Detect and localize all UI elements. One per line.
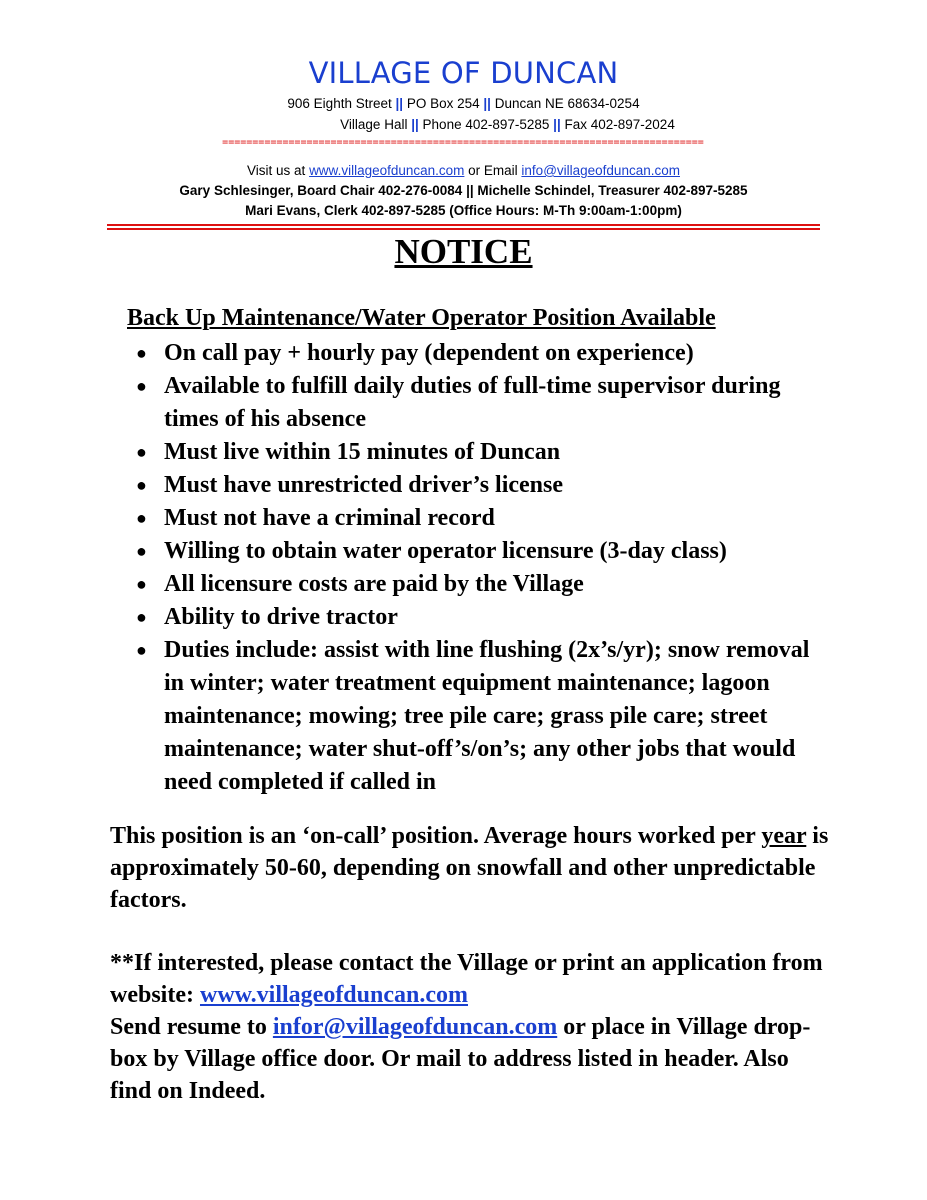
bullet-icon: ● (136, 640, 147, 660)
village-hall: Village Hall (340, 117, 408, 132)
list-item (110, 436, 830, 469)
bullet-icon: ● (136, 574, 147, 594)
bullet-icon: ● (136, 376, 147, 396)
para-text: is approximately 50-60, depending on snowfall and other unpredictable factors. (110, 823, 829, 913)
hours-paragraph (110, 820, 830, 916)
list-item (110, 568, 830, 601)
header-rule (107, 224, 820, 226)
para-text: Send resume to (110, 1014, 273, 1040)
notice-heading: NOTICE (394, 232, 533, 271)
bullet-text: Willing to obtain water operator licensure (3-day class) (164, 538, 727, 564)
bullet-icon: ● (136, 508, 147, 528)
bullet-text: Must not have a criminal record (164, 505, 495, 531)
para-text: or place in Village drop-box by Village office door. Or mail to address listed in header. Also find on Indeed. (110, 1014, 811, 1104)
street-address: 906 Eighth Street (287, 96, 392, 111)
email-link[interactable]: infor@villageofduncan.com (272, 1014, 558, 1040)
para-text: **If interested, please contact the Village or print an application from website: (110, 950, 823, 1008)
bullet-icon: ● (136, 541, 147, 561)
phone-line (44, 117, 927, 132)
website-link[interactable]: www.villageofduncan.com (199, 982, 468, 1008)
phone-number: Phone 402-897-5285 (422, 117, 550, 132)
position-title: Back Up Maintenance/Water Operator Position Available (127, 305, 716, 331)
bullet-icon: ● (136, 607, 147, 627)
website-link[interactable]: www.villageofduncan.com (309, 163, 465, 178)
separator: || (411, 117, 419, 132)
list-item (110, 370, 830, 436)
list-item (110, 337, 830, 370)
contact-paragraph (110, 947, 830, 1107)
list-item (110, 502, 830, 535)
org-name: VILLAGE OF DUNCAN (308, 56, 619, 90)
bullet-icon: ● (136, 442, 147, 462)
board-chair: Gary Schlesinger, Board Chair 402-276-0084 (179, 183, 463, 198)
bullet-text: Duties include: assist with line flushing (2x’s/yr); snow removal in winter; water treatment equipment maintenance; lagoon maintenance; mowing; tree pile care; grass pile care; street maintenance; water shut-off’s/on’s; any other jobs that would need completed if called in (164, 637, 810, 795)
bullet-icon: ● (136, 343, 147, 363)
separator: || (553, 117, 561, 132)
officials-line (0, 183, 927, 198)
list-item (110, 535, 830, 568)
visit-mid: or Email (464, 163, 522, 178)
fax-number: Fax 402-897-2024 (564, 117, 675, 132)
duties-list (110, 337, 830, 799)
equals-divider: ================================================================================ (222, 137, 704, 148)
separator: || (483, 96, 491, 111)
address-line (0, 96, 927, 111)
para-text: This position is an ‘on-call’ position. Average hours worked per (110, 823, 762, 849)
clerk-line: Mari Evans, Clerk 402-897-5285 (Office Hours: M-Th 9:00am-1:00pm) (245, 203, 682, 218)
bullet-icon: ● (136, 475, 147, 495)
bullet-text: Available to fulfill daily duties of full-time supervisor during times of his absence (164, 373, 781, 432)
city-state-zip: Duncan NE 68634-0254 (494, 96, 640, 111)
bullet-text: Must have unrestricted driver’s license (164, 472, 564, 498)
visit-prefix: Visit us at (247, 163, 310, 178)
bullet-text: On call pay + hourly pay (dependent on experience) (164, 340, 694, 366)
treasurer: Michelle Schindel, Treasurer 402-897-5285 (477, 183, 748, 198)
header-rule (107, 228, 820, 230)
po-box: PO Box 254 (406, 96, 480, 111)
list-item (110, 469, 830, 502)
separator: || (466, 183, 474, 198)
bullet-text: Ability to drive tractor (164, 604, 398, 630)
bullet-text: All licensure costs are paid by the Village (164, 571, 584, 597)
email-link[interactable]: info@villageofduncan.com (521, 163, 680, 178)
bullet-text: Must live within 15 minutes of Duncan (164, 439, 561, 465)
contact-line (0, 163, 927, 178)
list-item (110, 634, 830, 799)
list-item (110, 601, 830, 634)
separator: || (395, 96, 404, 111)
emphasis-year: year (761, 823, 807, 849)
